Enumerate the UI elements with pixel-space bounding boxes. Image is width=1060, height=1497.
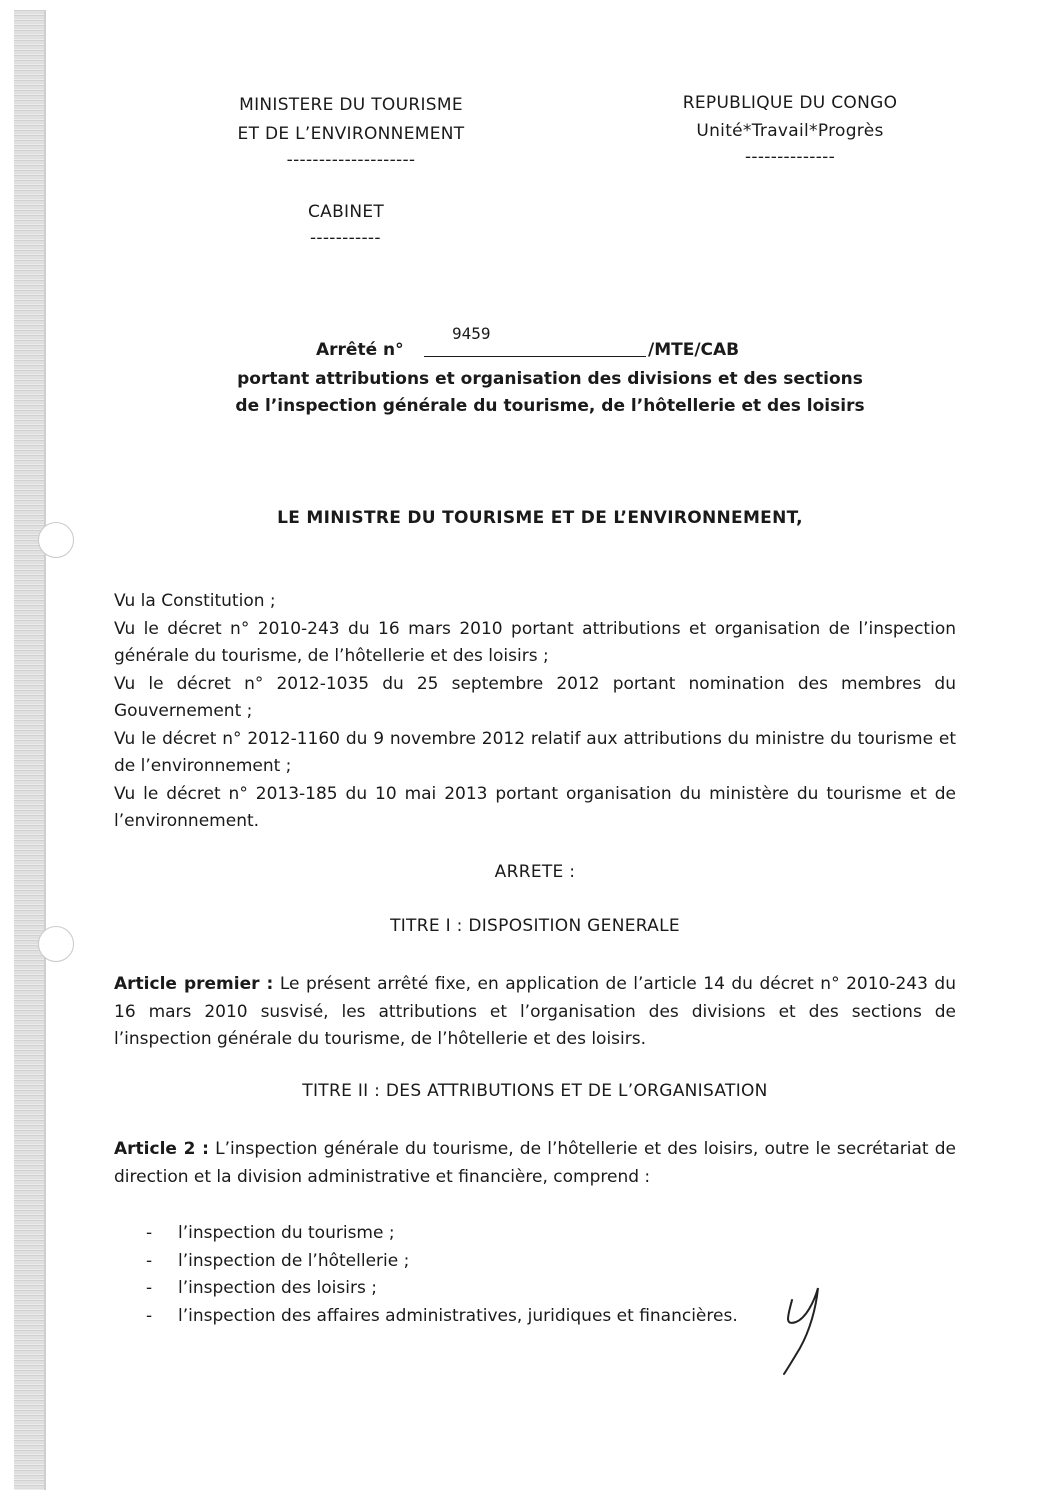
consideration-item: Vu le décret n° 2012-1035 du 25 septembre 2012 portant nomination des membres du Gouvernement ; [114,673,956,721]
list-item [146,1303,846,1331]
cabinet-separator: ----------- [310,228,381,248]
ministry-name-line2: ET DE L’ENVIRONNEMENT [237,124,465,144]
cabinet-label: CABINET [308,202,385,222]
republic-name: REPUBLIQUE DU CONGO [682,93,898,113]
punch-hole-bottom [38,926,74,962]
list-item-text: l’inspection des loisirs ; [178,1278,377,1298]
list-dash: - [146,1305,153,1326]
consideration-item: Vu le décret n° 2013-185 du 10 mai 2013 portant organisation du ministère du tourisme et de l’environnement. [114,783,956,831]
punch-hole-top [38,522,74,558]
scan-line [44,10,46,1490]
minister-title: LE MINISTRE DU TOURISME ET DE L’ENVIRONNEMENT, [277,508,803,528]
list-item-text: l’inspection de l’hôtellerie ; [178,1250,410,1271]
ministry-separator: -------------------- [286,150,416,170]
considerations-block [114,588,956,836]
decree-number-line [424,356,646,357]
consideration-item: Vu le décret n° 2012-1160 du 9 novembre 2012 relatif aux attributions du ministre du tourisme et de l’environnement ; [114,728,956,776]
article-2-label: Article 2 : [114,1139,209,1159]
handwritten-initials [770,1278,840,1378]
decree-number-handwritten: 9459 [452,324,491,343]
article-2-text: L’inspection générale du tourisme, de l’hôtellerie et des loisirs, outre le secrétariat de direction et la division administrative et financière, comprend : [114,1139,956,1187]
decree-subject-line1: portant attributions et organisation des divisions et des sections [237,369,863,389]
republic-separator: -------------- [744,147,836,167]
article-2 [114,1136,956,1191]
article-premier-label: Article premier : [114,974,274,994]
arrete-label: ARRETE : [494,862,576,882]
article-premier-text: Le présent arrêté fixe, en application de l’article 14 du décret n° 2010-243 du 16 mars 2010 susvisé, les attributions et l’organisation des divisions et des sections de l’inspection générale du tourisme, de l’hôtellerie et des loisirs. [114,974,956,1049]
list-dash: - [146,1223,153,1243]
decree-suffix: /MTE/CAB [648,340,740,360]
titre-1-heading: TITRE I : DISPOSITION GENERALE [390,916,680,936]
list-item [146,1275,846,1303]
decree-prefix: Arrêté n° [316,340,404,360]
article-premier [114,971,956,1054]
list-item [146,1248,846,1276]
republic-motto: Unité*Travail*Progrès [696,121,884,141]
titre-2-heading: TITRE II : DES ATTRIBUTIONS ET DE L’ORGANISATION [302,1081,768,1101]
list-item [146,1220,846,1248]
consideration-item: Vu la Constitution ; [114,591,276,611]
scan-edge [14,10,44,1490]
decree-subject-line2: de l’inspection générale du tourisme, de l’hôtellerie et des loisirs [235,396,865,416]
list-item-text: l’inspection du tourisme ; [178,1223,395,1243]
list-dash: - [146,1278,153,1298]
consideration-item: Vu le décret n° 2010-243 du 16 mars 2010 portant attributions et organisation de l’inspection générale du tourisme, de l’hôtellerie et des loisirs ; [114,618,956,666]
list-dash: - [146,1250,153,1271]
ministry-name-line1: MINISTERE DU TOURISME [239,95,463,115]
inspections-list [146,1220,846,1330]
list-item-text: l’inspection des affaires administratives, juridiques et financières. [178,1305,738,1326]
